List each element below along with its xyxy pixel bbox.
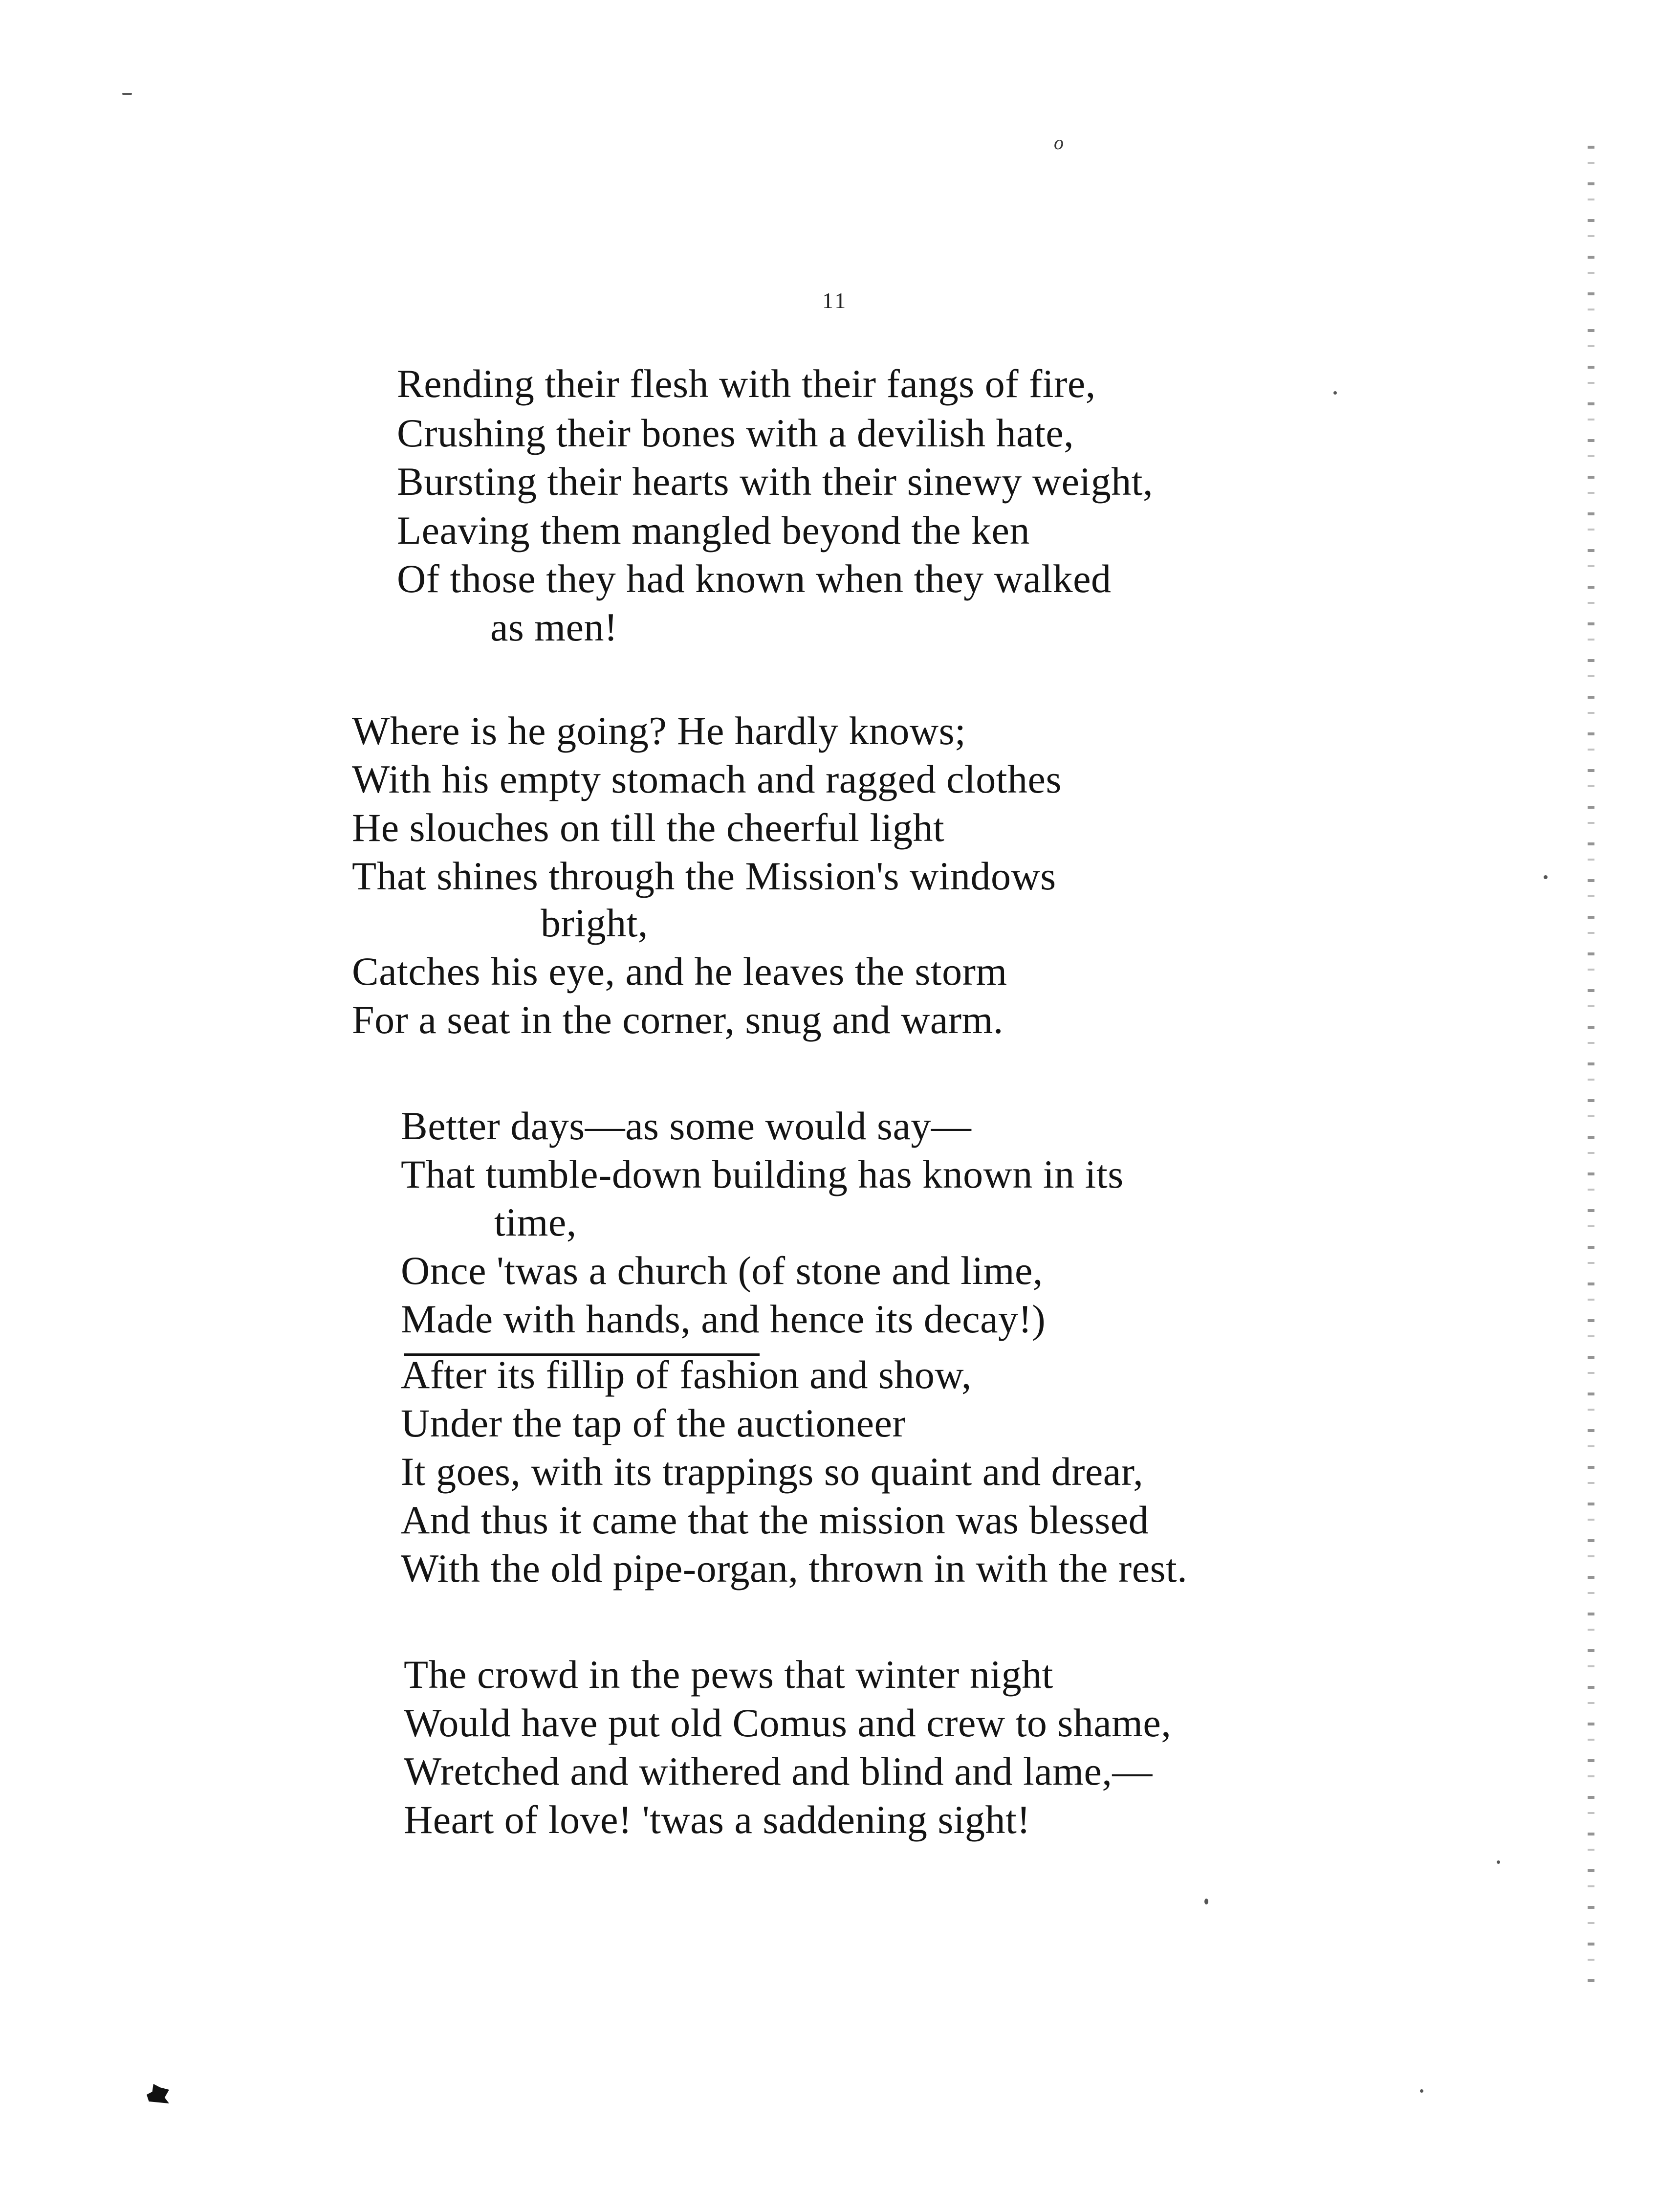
poem-line: Wretched and withered and blind and lame,— [404,1749,1153,1793]
poem-line: Made with hands, and hence its decay!) [401,1297,1046,1341]
poem-line: It goes, with its trappings so quaint and drear, [401,1449,1144,1494]
poem-line: After its fillip of fashion and show, [401,1352,972,1397]
poem-line: That shines through the Mission's windows [352,854,1056,898]
page-number: 11 [822,288,848,313]
poem-line: And thus it came that the mission was blessed [401,1498,1149,1542]
poem-line-continuation: time, [494,1200,577,1244]
poem-line-continuation: bright, [541,901,648,945]
poem-line: The crowd in the pews that winter night [404,1652,1053,1697]
poem-line: Catches his eye, and he leaves the storm [352,949,1007,994]
poem-line: Rending their flesh with their fangs of fire, [397,361,1096,406]
poem-line: Leaving them mangled beyond the ken [397,508,1030,553]
scan-speck [1204,1899,1208,1904]
scan-speck [1420,2089,1423,2093]
poem-line: For a seat in the corner, snug and warm. [352,997,1004,1042]
poem-line: With his empty stomach and ragged clothes [352,757,1062,801]
poem-line: Better days—as some would say— [401,1104,972,1148]
poem-line: Bursting their hearts with their sinewy weight, [397,459,1154,504]
scan-speck [1497,1860,1500,1864]
scan-speck [1333,391,1337,395]
poem-line: Crushing their bones with a devilish hate, [397,411,1074,455]
scan-speck [122,93,132,95]
poem-line: That tumble-down building has known in its [401,1152,1124,1196]
scan-speck [1544,875,1548,879]
poem-line: Under the tap of the auctioneer [401,1401,906,1445]
poem-line: Where is he going? He hardly knows; [352,708,966,753]
poem-line: With the old pipe-organ, thrown in with the rest. [401,1546,1188,1591]
scan-edge-noise [1588,127,1594,1985]
scan-blot [147,2084,169,2103]
poem-line: Heart of love! 'twas a saddening sight! [404,1797,1031,1842]
poem-line: Once 'twas a church (of stone and lime, [401,1248,1043,1293]
poem-line: Of those they had known when they walked [397,556,1112,601]
poem-line: Would have put old Comus and crew to shame, [404,1701,1172,1745]
top-margin-mark: o [1054,132,1064,154]
poem-line-continuation: as men! [490,605,618,649]
poem-line: He slouches on till the cheerful light [352,805,945,850]
